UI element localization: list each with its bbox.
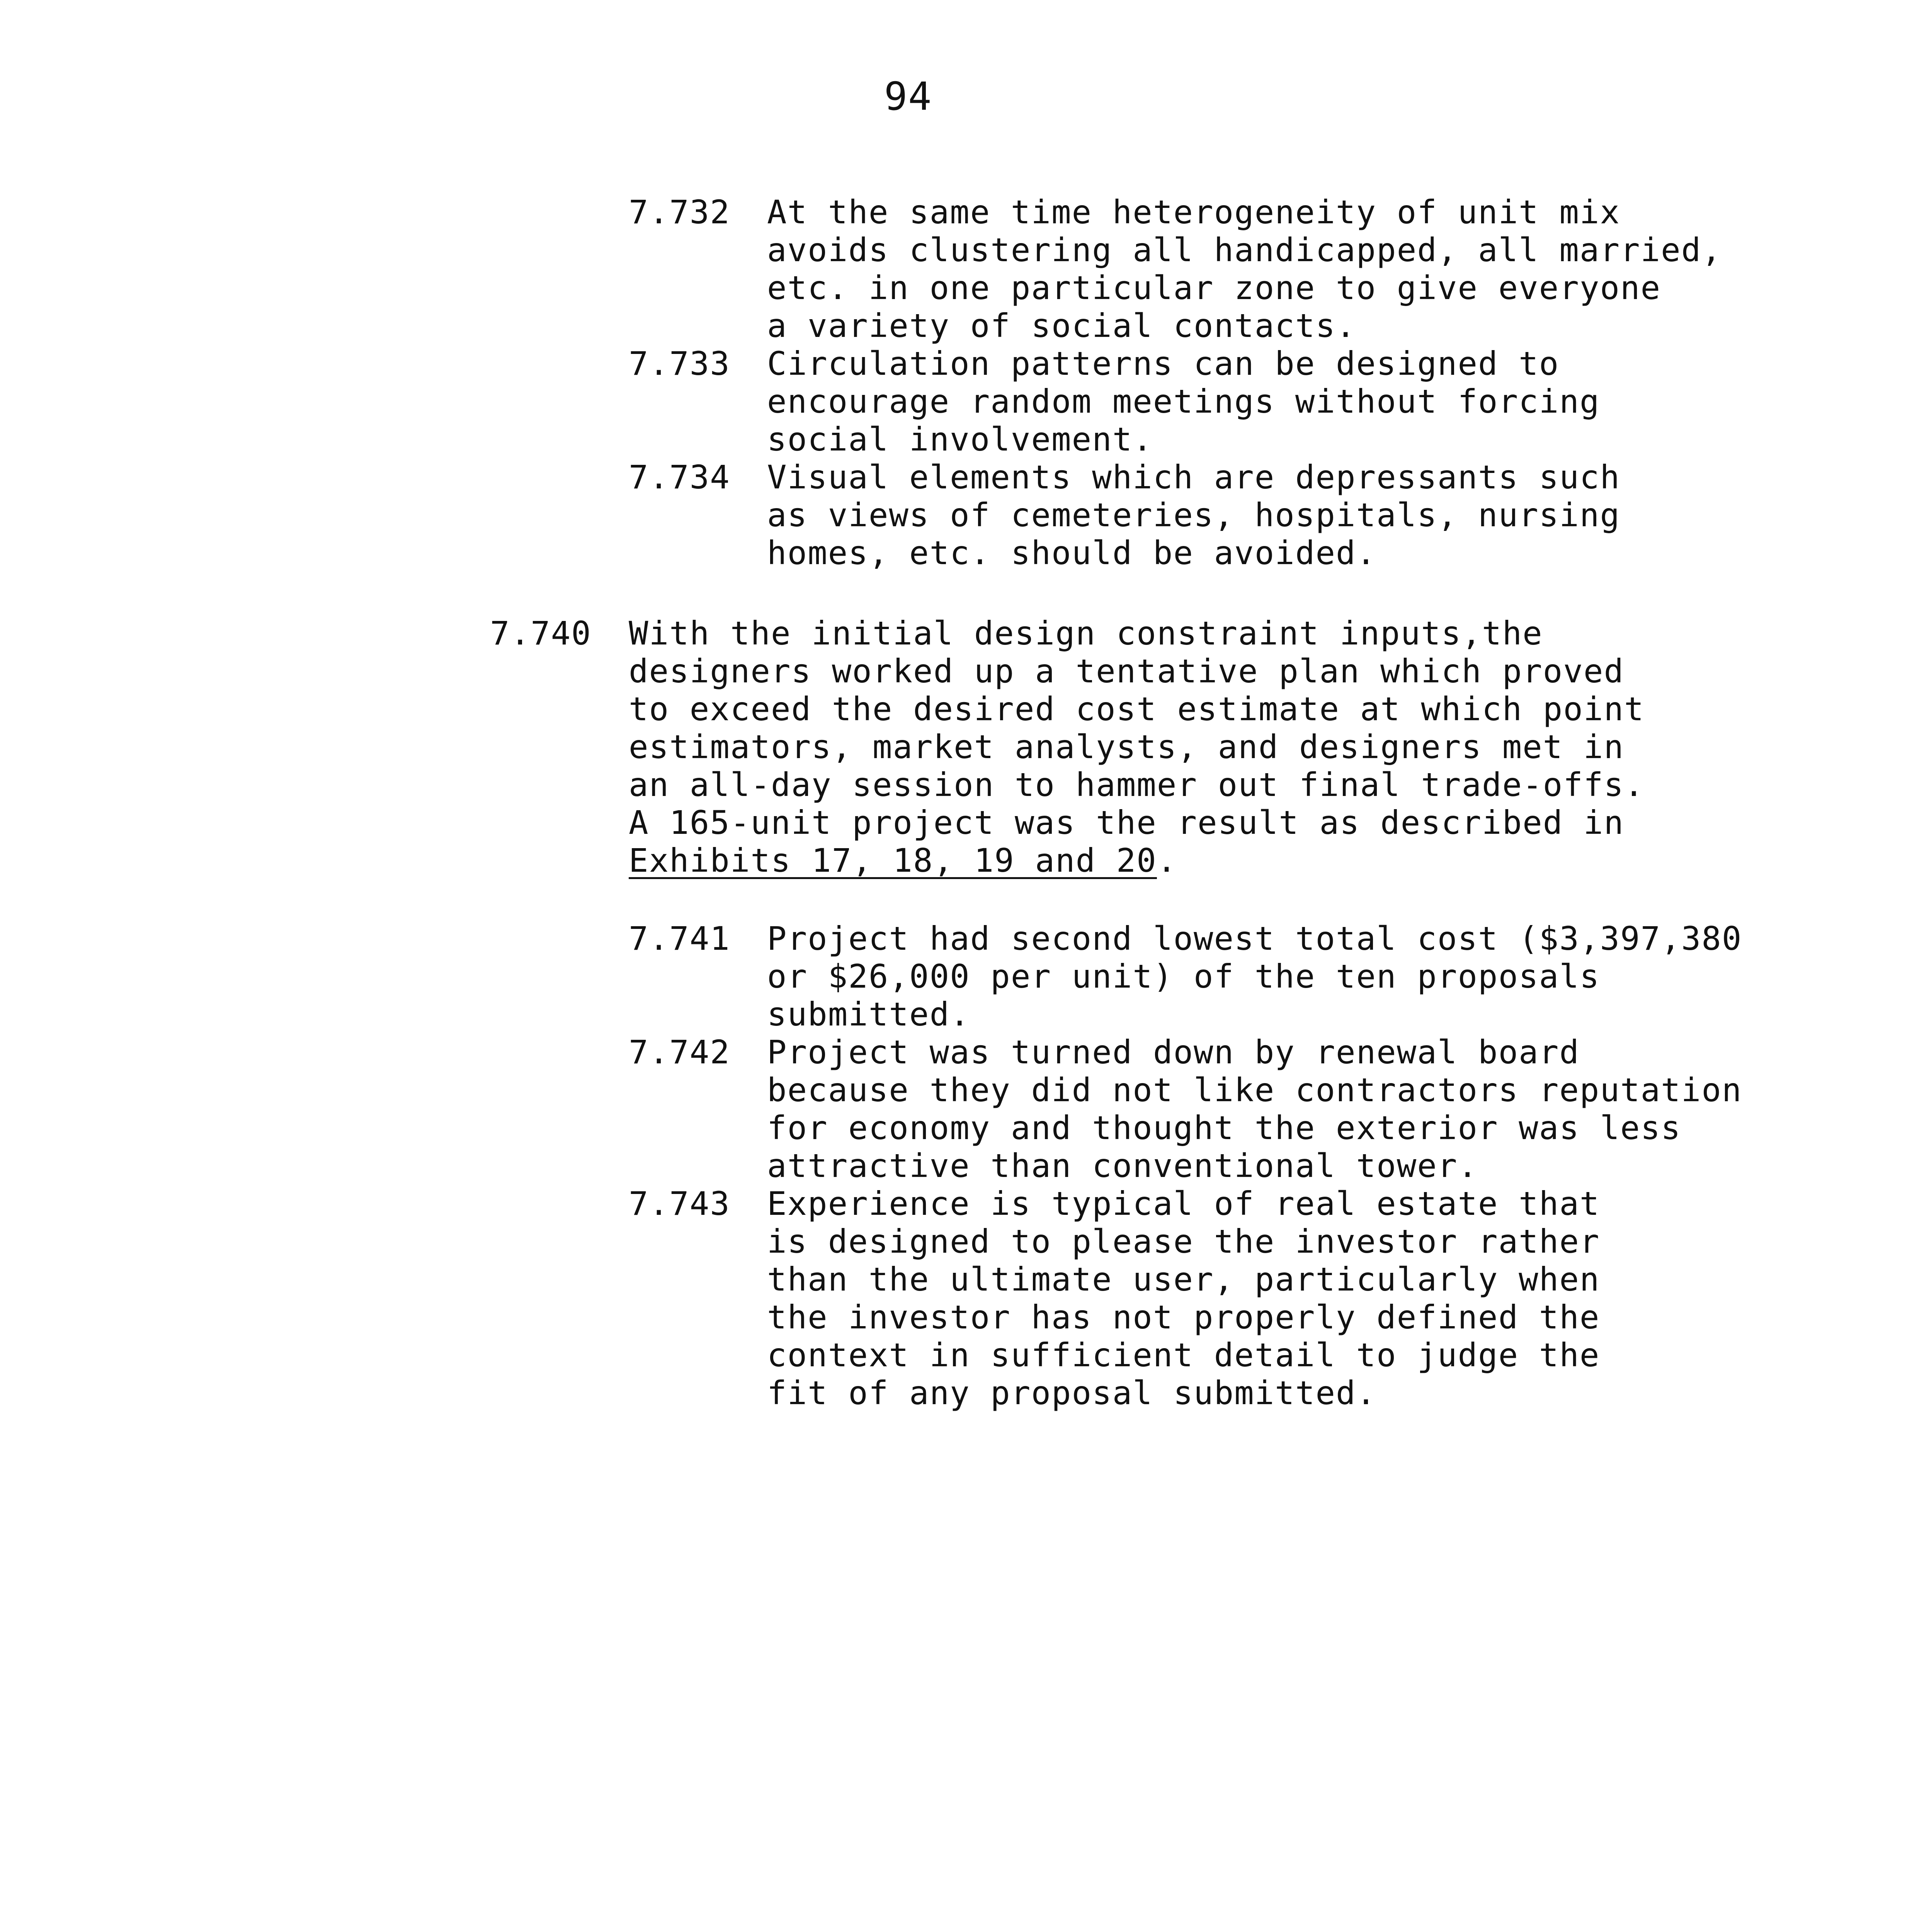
section-number: 7.733: [629, 345, 730, 383]
text-line: is designed to please the investor rather: [767, 1223, 1600, 1260]
text-line: because they did not like contractors reputation: [767, 1071, 1742, 1109]
text-line: an all-day session to hammer out final trade-offs.: [629, 766, 1645, 804]
text-line: estimators, market analysts, and designers met in: [629, 728, 1625, 766]
text-line: Experience is typical of real estate that: [767, 1185, 1600, 1223]
text-line: social involvement.: [767, 420, 1153, 458]
text-line: submitted.: [767, 995, 970, 1033]
text-line: etc. in one particular zone to give everyone: [767, 269, 1661, 307]
text-line: for economy and thought the exterior was less: [767, 1109, 1681, 1147]
text-line: Project was turned down by renewal board: [767, 1033, 1580, 1071]
text-line: A 165-unit project was the result as described in: [629, 804, 1625, 842]
text-line: homes, etc. should be avoided.: [767, 534, 1377, 572]
text-line: With the initial design constraint inputs,the: [629, 614, 1543, 652]
text-line: At the same time heterogeneity of unit mix: [767, 193, 1621, 231]
section-number: 7.740: [490, 614, 592, 652]
text-line: designers worked up a tentative plan which proved: [629, 652, 1625, 690]
text-line: attractive than conventional tower.: [767, 1147, 1478, 1185]
text-line: fit of any proposal submitted.: [767, 1374, 1377, 1412]
sentence-period: .: [1157, 842, 1177, 879]
exhibit-reference: Exhibits 17, 18, 19 and 20: [629, 842, 1157, 879]
text-line: encourage random meetings without forcing: [767, 383, 1600, 420]
text-line: than the ultimate user, particularly when: [767, 1260, 1600, 1298]
text-line: Circulation patterns can be designed to: [767, 345, 1560, 383]
section-number: 7.741: [629, 920, 730, 957]
text-line: Visual elements which are depressants such: [767, 458, 1621, 496]
text-line: a variety of social contacts.: [767, 307, 1356, 345]
text-line: context in sufficient detail to judge the: [767, 1336, 1600, 1374]
section-number: 7.734: [629, 458, 730, 496]
exhibit-reference-line: [629, 842, 1177, 879]
text-line: to exceed the desired cost estimate at which point: [629, 690, 1645, 728]
section-number: 7.743: [629, 1185, 730, 1223]
text-line: as views of cemeteries, hospitals, nursing: [767, 496, 1621, 534]
text-line: Project had second lowest total cost ($3,397,380: [767, 920, 1742, 957]
section-number: 7.742: [629, 1033, 730, 1071]
text-line: or $26,000 per unit) of the ten proposals: [767, 957, 1600, 995]
text-line: the investor has not properly defined the: [767, 1298, 1600, 1336]
text-line: avoids clustering all handicapped, all married,: [767, 231, 1722, 269]
section-number: 7.732: [629, 193, 730, 231]
page-number: 94: [884, 74, 932, 119]
